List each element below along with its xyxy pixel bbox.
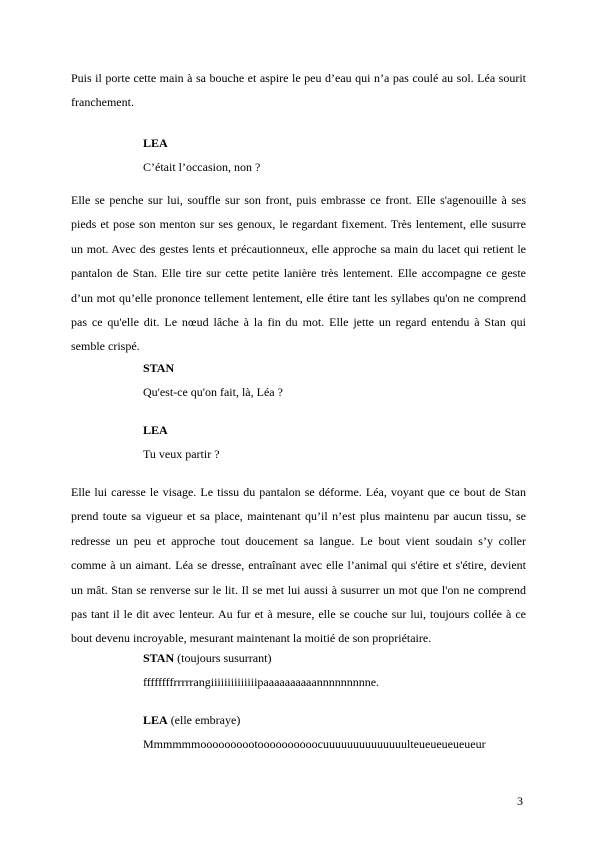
dialogue-block — [143, 131, 533, 180]
dialogue-line: ffffffffrrrrrangiiiiiiiiiiiiiipaaaaaaaaaannnnnnnnne. — [143, 675, 380, 690]
page-number: 3 — [517, 794, 523, 808]
speaker-name: LEA — [143, 423, 168, 437]
stage-direction: (elle embraye) — [170, 713, 241, 727]
narrative-paragraph: Puis il porte cette main à sa bouche et aspire le peu d’eau qui n’a pas coulé au sol. Léa sourit franchement. — [71, 71, 526, 110]
dialogue-block — [143, 356, 533, 405]
speaker-name: LEA — [143, 713, 168, 727]
speaker-name: STAN — [143, 651, 175, 665]
dialogue-block — [143, 646, 533, 695]
dialogue-block — [143, 418, 533, 467]
narrative-paragraph: Elle lui caresse le visage. Le tissu du pantalon se déforme. Léa, voyant que ce bout de Stan prend toute sa vigueur et sa place, maintenant qu’il n’est plus maintenu par aucun tissu, se redresse un peu et approche tout doucement sa langue. Le bout vient soudain s’y coller comme à un aimant. Léa se dresse, entraînant avec elle l’animal qui s'étire et s'étire, devient un mât. Stan se renverse sur le lit. Il se met lui aussi à susurrer un mot que l'on ne comprend pas tant il le dit avec lenteur. Au fur et à mesure, elle se couche sur lui, toujours collée à ce bout devenu incroyable, mesurant maintenant la moitié de son propriétaire. — [71, 485, 526, 646]
dialogue-block — [143, 708, 533, 757]
dialogue-line: Tu veux partir ? — [143, 447, 220, 462]
narrative-paragraph: Elle se penche sur lui, souffle sur son front, puis embrasse ce front. Elle s'agenouille à ses pieds et pose son menton sur ses genoux, le regardant fixement. Très lentement, elle susurre un mot. Avec des gestes lents et précautionneux, elle approche sa main du lacet qui retient le pantalon de Stan. Elle tire sur cette petite lanière très lentement. Elle accompagne ce geste d’un mot qu’elle prononce tellement lentement, elle étire tant les syllabes qu'on ne comprend pas ce qu'elle dit. Le nœud lâche à la fin du mot. Elle jette un regard entendu à Stan qui semble crispé. — [71, 193, 526, 354]
stage-direction: (toujours susurrant) — [177, 651, 272, 665]
speaker-name: STAN — [143, 361, 175, 375]
speaker-name: LEA — [143, 136, 168, 150]
dialogue-line: Qu'est-ce qu'on fait, là, Léa ? — [143, 385, 283, 400]
dialogue-line: Mmmmmmoooooooootoooooooooocuuuuuuuuuuuuuulteueueueueueur — [143, 737, 486, 752]
dialogue-line: C’était l’occasion, non ? — [143, 160, 261, 175]
